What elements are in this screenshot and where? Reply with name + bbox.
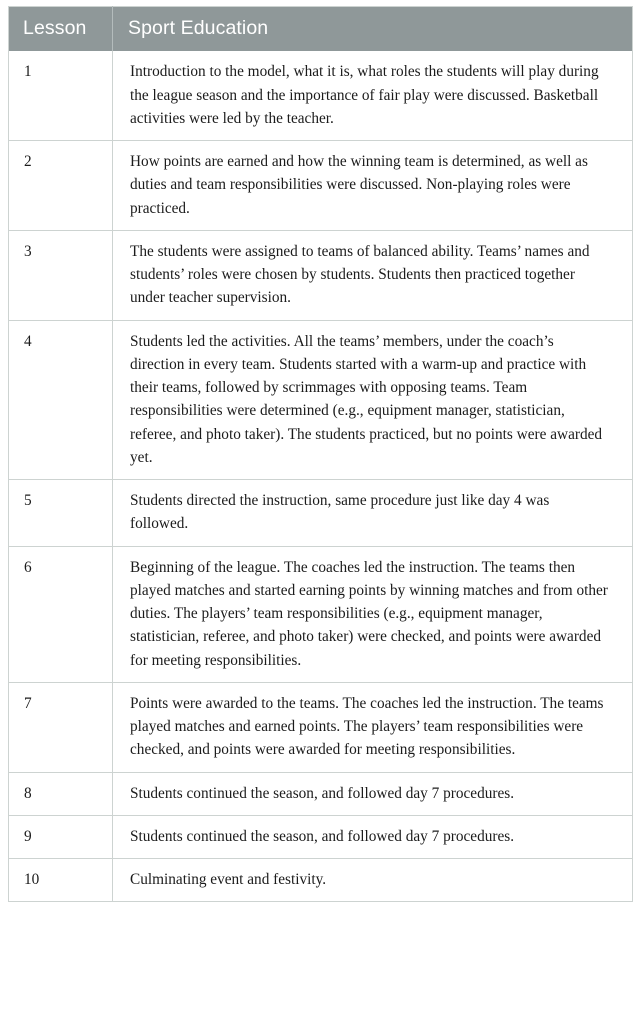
- lesson-number-cell: 3: [9, 230, 113, 320]
- lesson-number-cell: 10: [9, 859, 113, 902]
- lesson-number-cell: 6: [9, 546, 113, 682]
- lesson-description-cell: Points were awarded to the teams. The coaches led the instruction. The teams played matches and earned points. The players’ team responsibilities were checked, and points were awarded for meeting responsibilities.: [113, 682, 633, 772]
- lesson-description-cell: The students were assigned to teams of balanced ability. Teams’ names and students’ roles were chosen by students. Students then practiced together under teacher supervision.: [113, 230, 633, 320]
- table-row: [9, 815, 633, 858]
- table-row: [9, 772, 633, 815]
- sport-education-lesson-table: [8, 6, 633, 902]
- table-row: [9, 480, 633, 547]
- column-header-lesson: Lesson: [9, 7, 113, 52]
- lesson-description-cell: Students continued the season, and followed day 7 procedures.: [113, 772, 633, 815]
- lesson-number-cell: 1: [9, 51, 113, 140]
- lesson-description-cell: Beginning of the league. The coaches led the instruction. The teams then played matches and started earning points by winning matches and from other duties. The players’ team responsibilities (e.g., equipment manager, statistician, referee, and photo taker) were checked, and points were awarded for meeting responsibilities.: [113, 546, 633, 682]
- lesson-description-cell: Students directed the instruction, same procedure just like day 4 was followed.: [113, 480, 633, 547]
- table-row: [9, 51, 633, 140]
- table-row: [9, 546, 633, 682]
- table-row: [9, 682, 633, 772]
- lesson-description-cell: Students led the activities. All the teams’ members, under the coach’s direction in every team. Students started with a warm-up and practice with their teams, followed by scrimmages with opposing teams. Team responsibilities were determined (e.g., equipment manager, statistician, referee, and photo taker). The students practiced, but no points were awarded yet.: [113, 320, 633, 480]
- table-row: [9, 320, 633, 480]
- lesson-number-cell: 9: [9, 815, 113, 858]
- table-body: [9, 51, 633, 902]
- lesson-number-cell: 7: [9, 682, 113, 772]
- lesson-description-cell: Students continued the season, and followed day 7 procedures.: [113, 815, 633, 858]
- lesson-number-cell: 2: [9, 141, 113, 231]
- lesson-description-cell: Introduction to the model, what it is, what roles the students will play during the league season and the importance of fair play were discussed. Basketball activities were led by the teacher.: [130, 63, 599, 127]
- header-row: [9, 7, 633, 52]
- table-header: [9, 7, 633, 52]
- table-row: [9, 141, 633, 231]
- lesson-number-cell: 5: [9, 480, 113, 547]
- table-row: [9, 859, 633, 902]
- table-row: [9, 230, 633, 320]
- column-header-sport-education: Sport Education: [113, 7, 633, 52]
- lesson-number-cell: 8: [9, 772, 113, 815]
- lesson-description-cell: How points are earned and how the winning team is determined, as well as duties and team responsibilities were discussed. Non-playing roles were practiced.: [113, 141, 633, 231]
- lesson-number-cell: 4: [9, 320, 113, 480]
- lesson-description-cell: Culminating event and festivity.: [113, 859, 633, 902]
